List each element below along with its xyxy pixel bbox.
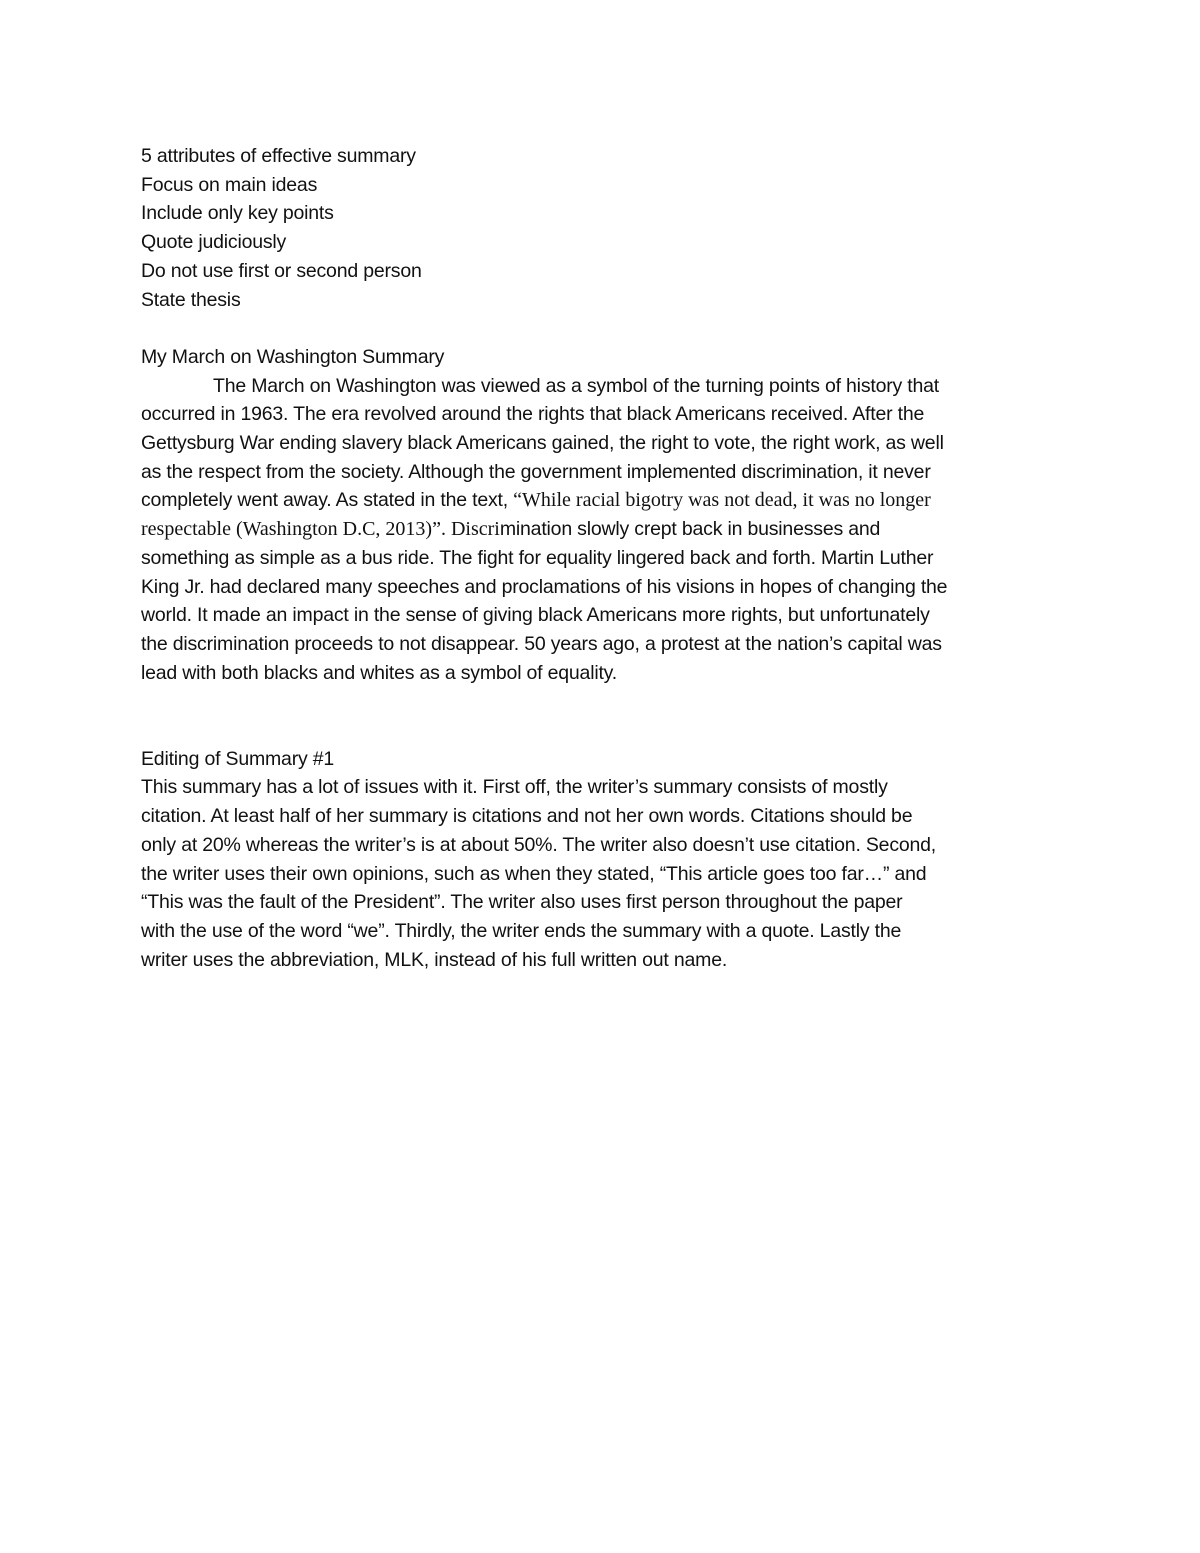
summary-quote: “While racial bigotry was not dead, it was no longer xyxy=(513,489,931,512)
editing-line: This summary has a lot of issues with it. First off, the writer’s summary consists of mostly xyxy=(141,776,888,799)
attribute-item: Quote judiciously xyxy=(141,231,287,254)
summary-line: as the respect from the society. Although the government implemented discrimination, it never xyxy=(141,460,931,483)
attribute-item: Focus on main ideas xyxy=(141,173,318,196)
attributes-heading: 5 attributes of effective summary xyxy=(141,145,416,167)
editing-line: “This was the fault of the President”. The writer also uses first person throughout the paper xyxy=(141,891,903,914)
editing-line: only at 20% whereas the writer’s is at about 50%. The writer also doesn’t use citation. Second, xyxy=(141,833,937,856)
summary-paragraph xyxy=(141,372,1071,688)
attribute-item: State thesis xyxy=(141,288,241,311)
editing-line: writer uses the abbreviation, MLK, instead of his full written out name. xyxy=(141,948,728,971)
summary-line: world. It made an impact in the sense of giving black Americans more rights, but unfortunately xyxy=(141,604,930,627)
summary-line: lead with both blacks and whites as a symbol of equality. xyxy=(141,661,618,684)
summary-section xyxy=(141,343,1071,687)
summary-title: My March on Washington Summary xyxy=(141,345,445,368)
editing-line: the writer uses their own opinions, such as when they stated, “This article goes too far…” and xyxy=(141,862,927,885)
attribute-item: Do not use first or second person xyxy=(141,259,422,282)
attributes-section xyxy=(141,142,1071,314)
summary-line: something as simple as a bus ride. The fight for equality lingered back and forth. Martin Luther xyxy=(141,546,934,569)
editing-paragraph xyxy=(141,773,1071,974)
editing-line: citation. At least half of her summary is citations and not her own words. Citations should be xyxy=(141,805,913,828)
spacer xyxy=(141,314,1071,343)
editing-section xyxy=(141,745,1071,975)
summary-line xyxy=(141,515,1071,544)
attribute-item: Include only key points xyxy=(141,202,334,225)
summary-quote: respectable (Washington D.C, 2013)”. Discri xyxy=(141,518,500,541)
summary-line: Gettysburg War ending slavery black Americans gained, the right to vote, the right work, as well xyxy=(141,432,944,455)
spacer xyxy=(141,687,1071,744)
editing-title: Editing of Summary #1 xyxy=(141,747,335,770)
summary-line xyxy=(141,486,1071,515)
summary-line: The March on Washington was viewed as a symbol of the turning points of history that xyxy=(213,374,940,397)
summary-line: occurred in 1963. The era revolved around the rights that black Americans received. After the xyxy=(141,403,925,426)
summary-line: the discrimination proceeds to not disappear. 50 years ago, a protest at the nation’s capital was xyxy=(141,632,942,655)
summary-line-text: mination slowly crept back in businesses and xyxy=(499,518,881,541)
document-body xyxy=(141,142,1071,974)
summary-line-text: completely went away. As stated in the text, xyxy=(141,489,514,512)
summary-line: King Jr. had declared many speeches and proclamations of his visions in hopes of changing the xyxy=(141,575,948,598)
editing-line: with the use of the word “we”. Thirdly, the writer ends the summary with a quote. Lastly the xyxy=(141,919,902,942)
